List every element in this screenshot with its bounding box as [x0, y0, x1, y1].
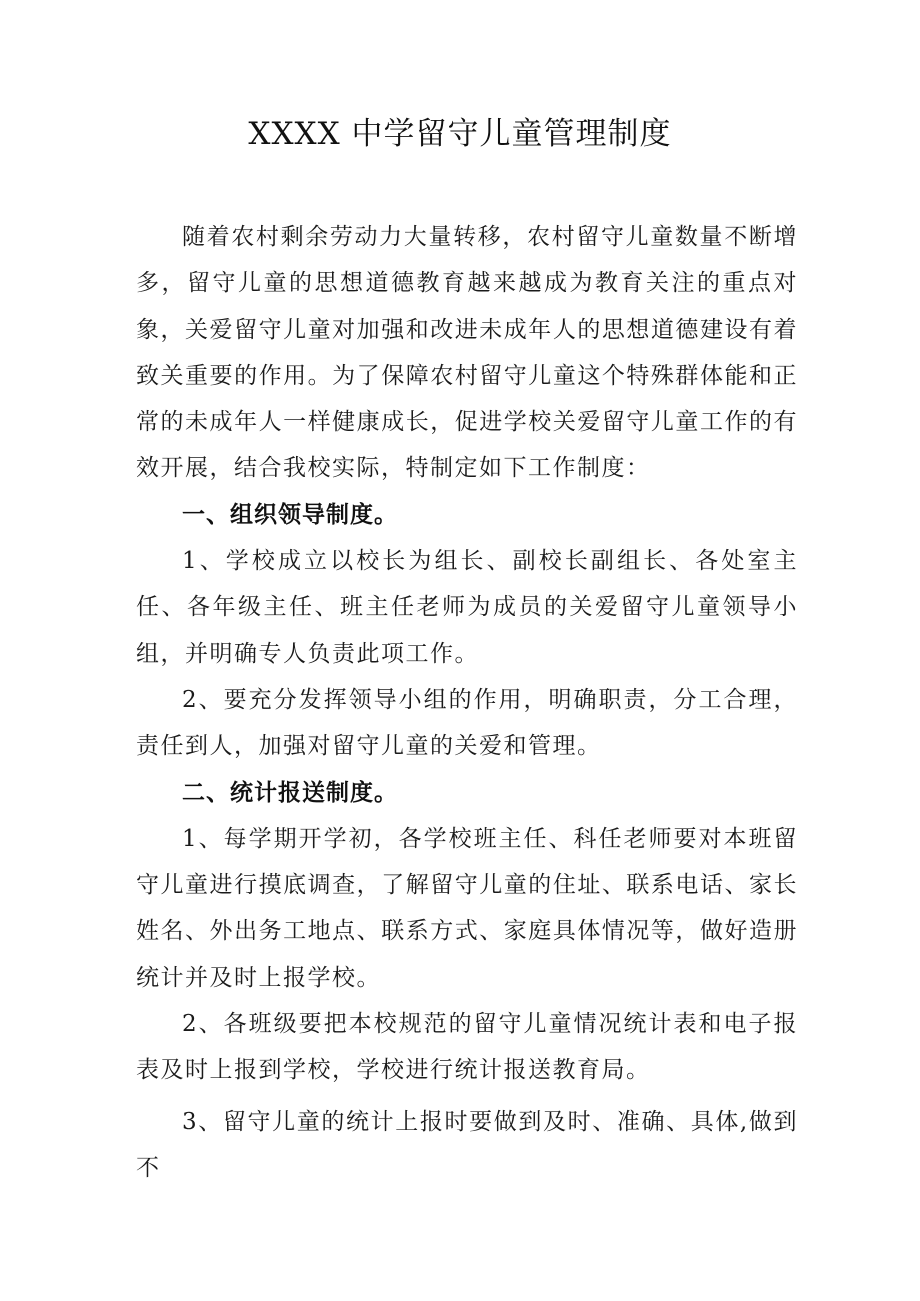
document-title: XXXX 中学留守儿童管理制度: [248, 116, 672, 152]
section-heading-statistics: 二、统计报送制度。: [182, 779, 398, 806]
section-2-item-3: 3、留守儿童的统计上报时要做到及时、准确、具体,做到不: [136, 1108, 798, 1181]
section-heading-organization: 一、组织领导制度。: [182, 501, 398, 528]
section-1-item-1: 1、学校成立以校长为组长、副校长副组长、各处室主任、各年级主任、班主任老师为成员的关爱留守儿童领导小组，并明确专人负责此项工作。: [136, 548, 798, 667]
intro-paragraph: 随着农村剩余劳动力大量转移，农村留守儿童数量不断增多，留守儿童的思想道德教育越来越成为教育关注的重点对象，关爱留守儿童对加强和改进未成年人的思想道德建设有着致关重要的作用。为了保障农村留守儿童这个特殊群体能和正常的未成年人一样健康成长，促进学校关爱留守儿童工作的有效开展，结合我校实际，特制定如下工作制度：: [136, 224, 798, 482]
section-2-item-2: 2、各班级要把本校规范的留守儿童情况统计表和电子报表及时上报到学校，学校进行统计报送教育局。: [136, 1011, 798, 1084]
section-1-item-2: 2、要充分发挥领导小组的作用，明确职责，分工合理，责任到人，加强对留守儿童的关爱和管理。: [136, 686, 798, 760]
document-body: [136, 214, 798, 1191]
section-2-item-1: 1、每学期开学初，各学校班主任、科任老师要对本班留守儿童进行摸底调查，了解留守儿童的住址、联系电话、家长姓名、外出务工地点、联系方式、家庭具体情况等，做好造册统计并及时上报学校。: [136, 825, 798, 991]
